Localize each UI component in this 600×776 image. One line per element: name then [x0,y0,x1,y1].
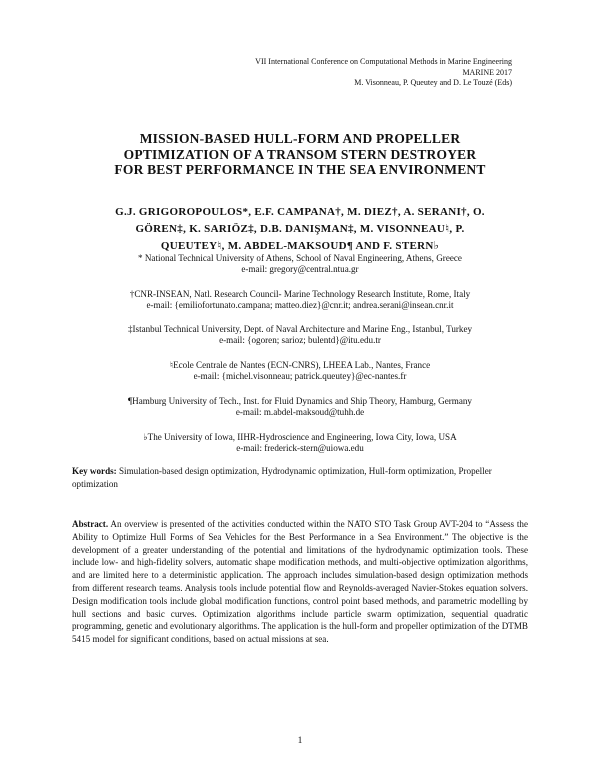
affiliation-email: e-mail: m.abdel-maksoud@tuhh.de [235,407,365,418]
affiliation-email: e-mail: {michel.visonneau; patrick.queutey}@ec-nantes.fr [193,371,407,382]
conference-acronym: MARINE 2017 [462,67,512,77]
title-line: OPTIMIZATION OF A TRANSOM STERN DESTROYER [123,146,477,162]
affiliation-itu [60,324,540,347]
abstract-label: Abstract. [72,519,109,529]
affiliation-email: e-mail: gregory@central.ntua.gr [241,264,359,275]
title-line: MISSION-BASED HULL-FORM AND PROPELLER [139,131,461,146]
author-line: QUEUTEY♮, M. ABDEL-MAKSOUD¶ AND F. STERN♭ [160,240,440,252]
affiliation-institution: ¶Hamburg University of Tech., Inst. for Fluid Dynamics and Ship Theory, Hamburg, Germany [128,396,472,406]
author-line: GÖREN‡, K. SARIÖZ‡, D.B. DANIŞMAN‡, M. VISONNEAU♮, P. [135,223,465,235]
affiliation-institution: ‡Istanbul Technical University, Dept. of Naval Architecture and Marine Eng., Istanbul, Turkey [127,324,473,334]
abstract-text: An overview is presented of the activities conducted within the NATO STO Task Group AVT-204 to “Assess the Ability to Optimize Hull Forms of Sea Vehicles for the Best Performance in a Sea Environment.” The objective is the development of a greater understanding of the potential and limitations of the hydrodynamic optimization tools. These include low- and high-fidelity solvers, automatic shape modification methods, and multi-objective optimization algorithms, and are limited here to a deterministic application. The approach includes simulation-based design optimization methods from different research teams. Analysis tools include potential flow and Reynolds-averaged Navier-Stokes equation solvers. Design modification tools include global modification functions, control point based methods, and parametric modelling by hull sections and basic curves. Optimization algorithms include particle swarm optimization, sequential quadratic programming, genetic and evolutionary algorithms. The application is the hull-form and propeller optimization of the DTMB 5415 model for significant conditions, based on actual missions at sea. [72,519,528,645]
affiliation-institution: ♮Ecole Centrale de Nantes (ECN-CNRS), LHEEA Lab., Nantes, France [169,360,431,370]
page-number: 1 [297,736,303,746]
affiliation-email: e-mail: {ogoren; sarioz; bulentd}@itu.edu.tr [219,335,381,346]
author-line: G.J. GRIGOROPOULOS*, E.F. CAMPANA†, M. DIEZ†, A. SERANI†, O. [115,206,485,218]
keywords-label: Key words: [72,466,117,476]
conference-name: VII International Conference on Computational Methods in Marine Engineering [255,57,512,66]
affiliation-email: e-mail: {emiliofortunato.campana; matteo.diez}@cnr.it; andrea.serani@insean.cnr.it [146,300,454,311]
author-list [60,204,540,255]
affiliation-ecn [60,360,540,383]
affiliation-tuhh [60,396,540,419]
abstract-section [72,518,528,646]
affiliation-cnr-insean [60,289,540,312]
conference-header [255,57,512,89]
conference-editors: M. Visonneau, P. Queutey and D. Le Touzé (Eds) [354,78,512,87]
paper-title [60,131,540,178]
affiliation-email: e-mail: frederick-stern@uiowa.edu [236,443,364,454]
affiliation-institution: †CNR-INSEAN, Natl. Research Council- Marine Technology Research Institute, Rome, Italy [129,289,471,299]
affiliation-iowa [60,432,540,455]
title-line: FOR BEST PERFORMANCE IN THE SEA ENVIRONMENT [114,162,486,177]
affiliation-ntua [60,253,540,276]
keywords-text: Simulation-based design optimization, Hydrodynamic optimization, Hull-form optimization, Propeller optimization [72,466,492,489]
keywords-section [72,465,528,490]
affiliation-institution: ♭The University of Iowa, IIHR-Hydroscience and Engineering, Iowa City, Iowa, USA [143,432,457,442]
affiliation-institution: * National Technical University of Athens, School of Naval Engineering, Athens, Greece [138,253,462,263]
